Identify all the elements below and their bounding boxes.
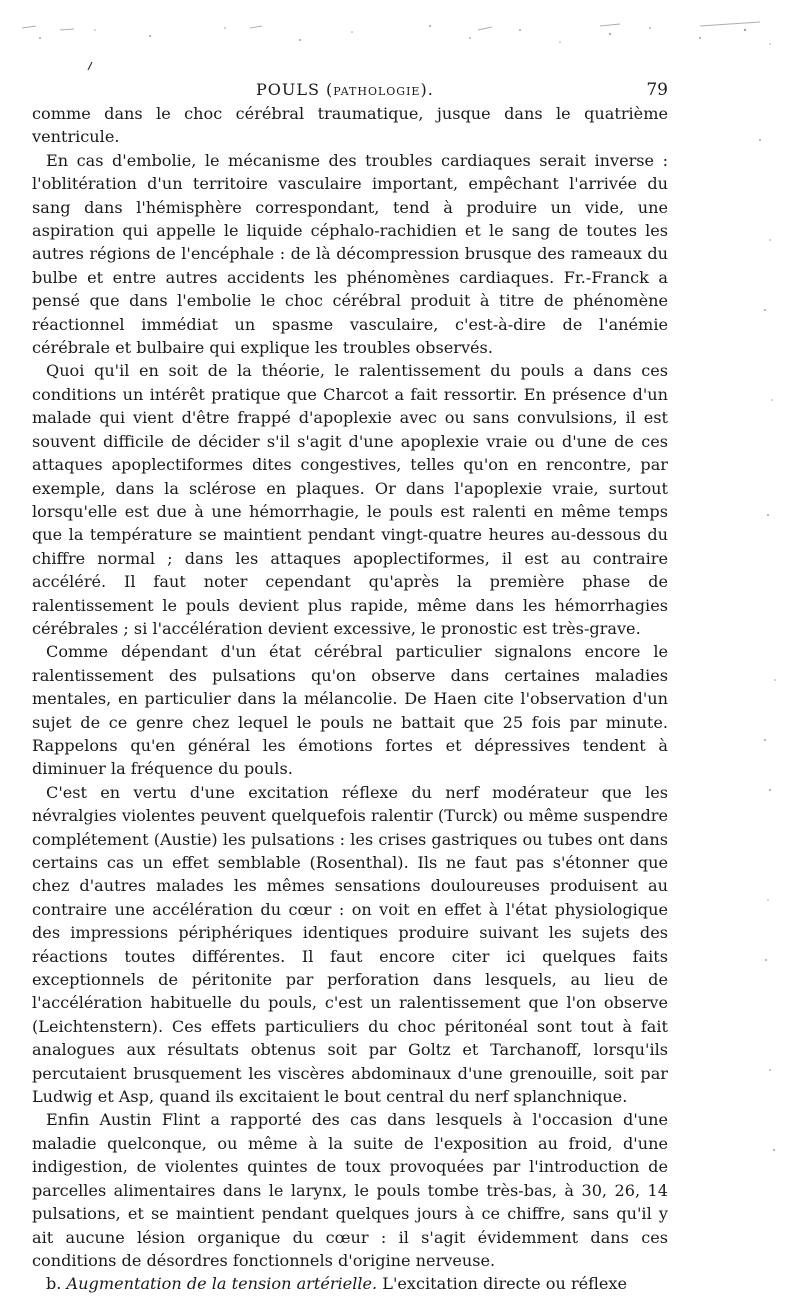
running-head-title: POULS: [256, 80, 320, 99]
running-head-subtitle: PATHOLOGIE: [333, 85, 421, 98]
section-text: L'excitation directe ou réflexe: [382, 1274, 628, 1294]
paragraph-1: comme dans le choc cérébral traumatique, jusque dans le quatrième ventricule.: [32, 104, 668, 147]
body-text: [32, 102, 668, 1296]
paragraph-6: Enfin Austin Flint a rapporté des cas dans lesquels à l'occasion d'une maladie quelconque, ou même à la suite de l'exposition au froid, d'une indigestion, de violentes quintes de toux provoquées par l'introduction de parcelles alimentaires dans le larynx, le pouls tombe très-bas, à 30, 26, 14 pulsations, et se maintient pendant quelques jours à ce chiffre, sans qu'il y ait aucune lésion organique du cœur : il s'agit évidemment dans ces conditions de désordres fonctionnels d'origine nerveuse.: [32, 1110, 668, 1270]
running-head-paren-close: ).: [420, 80, 434, 99]
paragraph-2: En cas d'embolie, le mécanisme des troubles cardiaques serait inverse : l'oblitération d'un territoire vasculaire important, empêchant l'arrivée du sang dans l'hémisphère correspondant, tend à produire un vide, une aspiration qui appelle le liquide céphalo-rachidien et le sang de toutes les autres régions de l'encéphale : de là décompression brusque des rameaux du bulbe et entre autres accidents les phénomènes cardiaques. Fr.-Franck a pensé que dans l'embolie le choc cérébral produit à titre de phénomène réactionnel immédiat un spasme vasculaire, c'est-à-dire de l'anémie cérébrale et bulbaire qui explique les troubles observés.: [32, 150, 668, 358]
section-label: b.: [46, 1274, 62, 1294]
paragraph-4: Comme dépendant d'un état cérébral particulier signalons encore le ralentissement des pulsations qu'on observe dans certaines maladies mentales, en particulier dans la mélancolie. De Haen cite l'observation d'un sujet de ce genre chez lequel le pouls ne battait que 25 fois par minute. Rappelons qu'en général les émotions fortes et dépressives tendent à diminuer la fréquence du pouls.: [32, 642, 668, 779]
page-header: [32, 68, 668, 102]
paragraph-7: [32, 1272, 668, 1295]
paragraph-5: C'est en vertu d'une excitation réflexe du nerf modérateur que les névralgies violentes peuvent quelquefois ralentir (Turck) ou même suspendre complétement (Austie) les pulsations : les crises gastriques ou tubes ont dans certains cas un effet semblable (Rosenthal). Ils ne faut pas s'étonner que chez d'autres malades les mêmes sensations douloureuses produisent au contraire une accélération du cœur : on voit en effet à l'état physiologique des impressions périphériques identiques produire suivant les sujets des réactions toutes différentes. Il faut encore citer ici quelques faits exceptionnels de péritonite par perforation dans lesquels, au lieu de l'accélération habituelle du pouls, c'est un ralentissement que l'on observe (Leichtenstern). Ces effets particuliers du choc péritonéal sont tout à fait analogues aux résultats obtenus soit par Goltz et Tarchanoff, lorsqu'ils percutaient brusquement les viscères abdominaux d'une grenouille, soit par Ludwig et Asp, quand ils excitaient le bout central du nerf splanchnique.: [32, 782, 668, 1107]
page-number: 79: [646, 80, 668, 100]
section-heading: Augmentation de la tension artérielle.: [66, 1274, 378, 1294]
document-page: [32, 68, 668, 1296]
paragraph-3: Quoi qu'il en soit de la théorie, le ralentissement du pouls a dans ces conditions un intérêt pratique que Charcot a fait ressortir. En présence d'un malade qui vient d'être frappé d'apoplexie avec ou sans convulsions, il est souvent difficile de décider s'il s'agit d'une apoplexie vraie ou d'une de ces attaques apoplectiformes dites congestives, telles qu'on en rencontre, par exemple, dans la sclérose en plaques. Or dans l'apoplexie vraie, surtout lorsqu'elle est due à une hémorrhagie, le pouls est ralenti en même temps que la température se maintient pendant vingt-quatre heures au-dessous du chiffre normal ; dans les attaques apoplectiformes, il est au contraire accéléré. Il faut noter cependant qu'après la première phase de ralentissement le pouls devient plus rapide, même dans les hémorrhagies cérébrales ; si l'accélération devient excessive, le pronostic est très-grave.: [32, 361, 668, 638]
running-head-paren-open: (: [326, 80, 334, 99]
running-head: [256, 80, 434, 99]
